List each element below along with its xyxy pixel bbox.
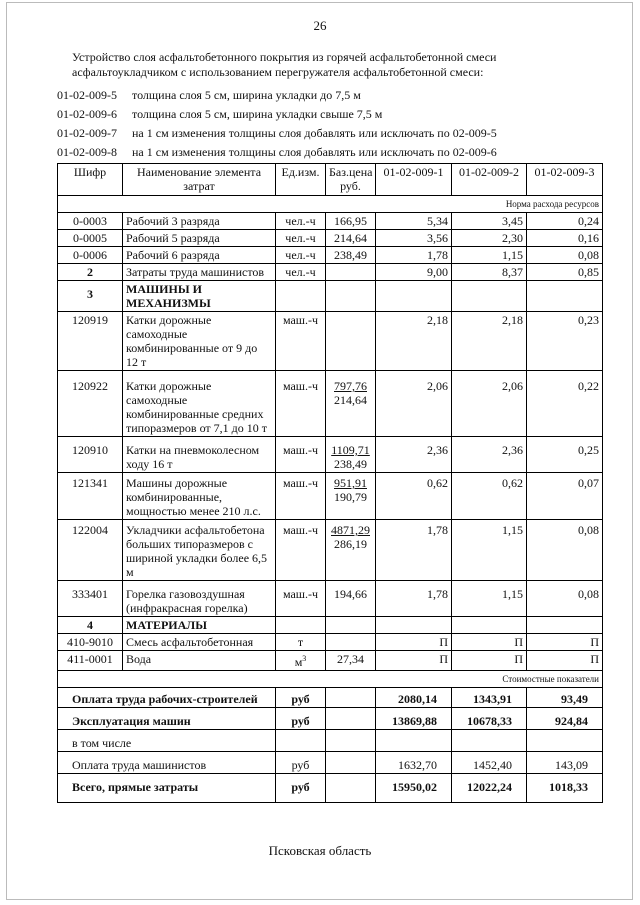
summary-row: Оплата труда машинистов руб 1632,70 1452,40 143,09 [58,752,603,774]
summary-row: Оплата труда рабочих-строителей руб 2080,14 1343,91 93,49 [58,688,603,708]
table-row: 121341 Машины дорожные комбинированные, мощностью менее 210 л.с. маш.-ч 951,91 190,79 0,62 0,62 0,07 [58,473,603,520]
header-row: Шифр Наименование элемента затрат Ед.изм. Баз.цена руб. 01-02-009-1 01-02-009-2 01-02-009-3 [58,164,603,196]
table-row: 120910 Катки на пневмоколесном ходу 16 т маш.-ч 1109,71 238,49 2,36 2,36 0,25 [58,437,603,473]
table-row: 0-0003 Рабочий 3 разряда чел.-ч 166,95 5,34 3,45 0,24 [58,213,603,230]
section-row: 3 МАШИНЫ И МЕХАНИЗМЫ [58,281,603,312]
table-row: 411-0001 Вода $м^3$ 27,34 П П П [58,651,603,671]
norm-caption-row: Норма расхода ресурсов [58,196,603,213]
cost-caption-row: Стоимостные показатели [58,671,603,688]
table-row: 0-0006 Рабочий 6 разряда чел.-ч 238,49 1,78 1,15 0,08 [58,247,603,264]
table-row: 0-0005 Рабочий 5 разряда чел.-ч 214,64 3,56 2,30 0,16 [58,230,603,247]
table-row: 120922 Катки дорожные самоходные комбинированные средних типоразмеров от 7,1 до 10 т маш.-ч 797,76 214,64 2,06 2,06 0,22 [58,371,603,437]
code-row: 01-02-009-5 толщина слоя 5 см, ширина укладки до 7,5 м [57,88,361,102]
code-row: 01-02-009-6 толщина слоя 5 см, ширина укладки свыше 7,5 м [57,107,383,121]
summary-row: Всего, прямые затраты руб 15950,02 12022,24 1018,33 [58,774,603,803]
table-row: 410-9010 Смесь асфальтобетонная т П П П [58,634,603,651]
table-row: 2 Затраты труда машинистов чел.-ч 9,00 8,37 0,85 [58,264,603,281]
estimate-table [57,163,603,803]
table-row: 333401 Горелка газовоздушная (инфракрасная горелка) маш.-ч 194,66 1,78 1,15 0,08 [58,581,603,617]
page-number: 26 [313,18,327,33]
footer-region: Псковская область [268,843,372,858]
table-row: 120919 Катки дорожные самоходные комбинированные от 9 до 12 т маш.-ч 2,18 2,18 0,23 [58,312,603,371]
section-row: 4 МАТЕРИАЛЫ [58,617,603,634]
code-row: 01-02-009-7 на 1 см изменения толщины слоя добавлять или исключать по 02-009-5 [57,126,497,140]
intro-text: Устройство слоя асфальтобетонного покрытия из горячей асфальтобетонной смеси асфальтоукладчиком с использованием перегружателя асфальтобетонной смеси: [72,50,497,79]
code-row: 01-02-009-8 на 1 см изменения толщины слоя добавлять или исключать по 02-009-6 [57,145,497,159]
summary-row: в том числе [58,730,603,752]
code-list [57,86,617,162]
table-row: 122004 Укладчики асфальтобетона больших типоразмеров с шириной укладки более 6,5 м маш.-ч 4871,29 286,19 1,78 1,15 0,08 [58,520,603,581]
summary-row: Эксплуатация машин руб 13869,88 10678,33 924,84 [58,708,603,730]
